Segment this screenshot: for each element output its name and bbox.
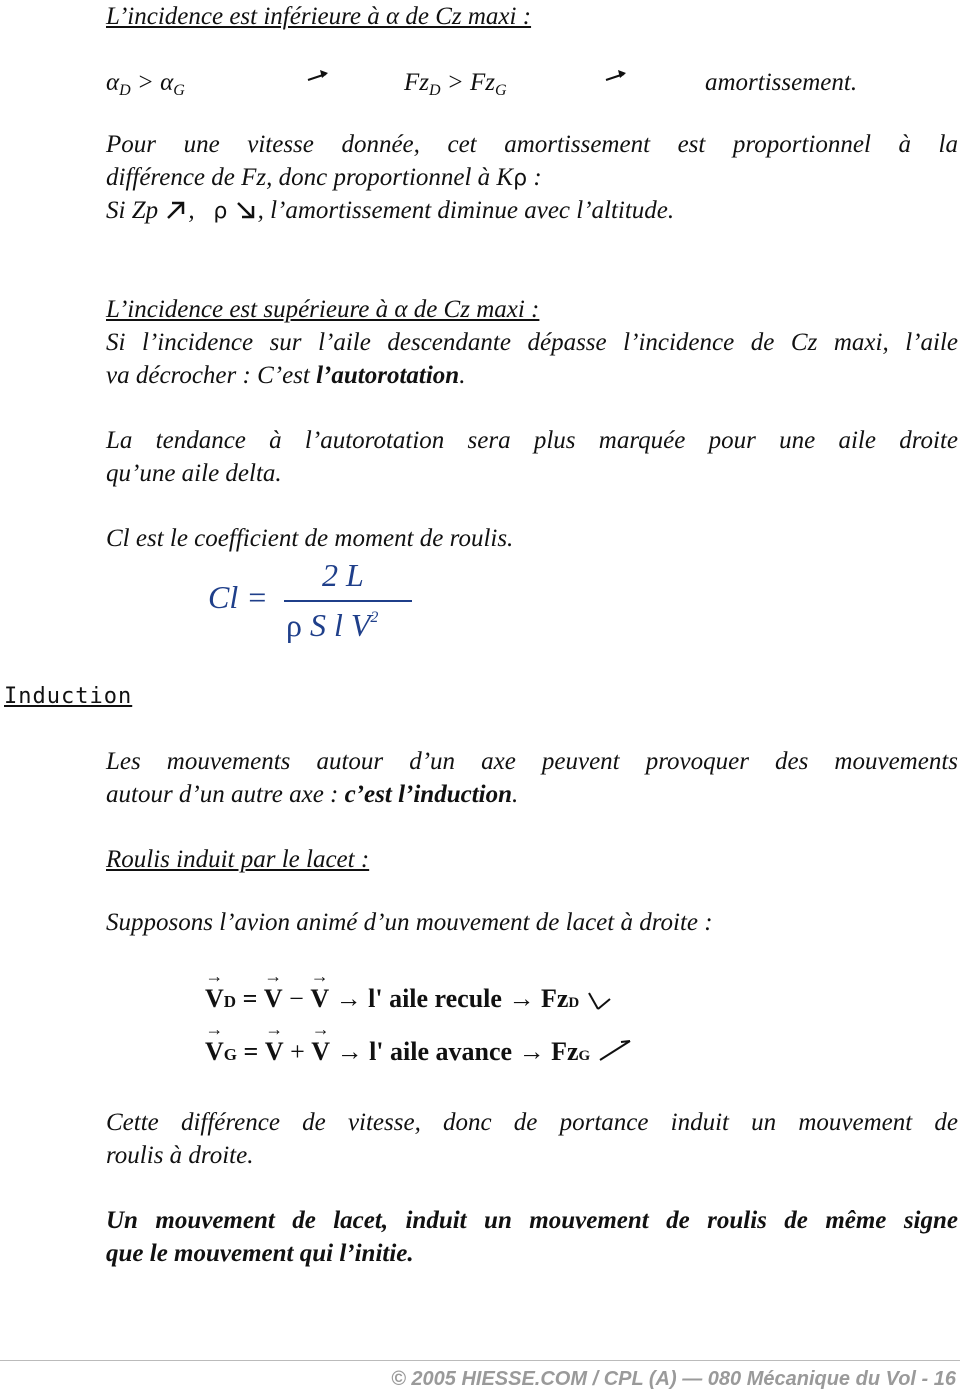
conclusion-line2: que le mouvement qui l’initie. bbox=[106, 1240, 414, 1267]
fz-g: Fz bbox=[469, 69, 495, 96]
relation-fz bbox=[404, 66, 507, 99]
sub-d: D bbox=[119, 82, 131, 99]
text: S l V bbox=[309, 607, 371, 643]
equation-text: l' aile avance bbox=[369, 1037, 513, 1066]
exponent: 2 bbox=[370, 609, 379, 626]
para-amortissement-line3 bbox=[106, 194, 958, 228]
vector-v: → V bbox=[311, 1035, 330, 1068]
vector-v: → V bbox=[310, 982, 329, 1015]
fz-sub: D bbox=[568, 995, 580, 1011]
arrow-right-icon: → bbox=[336, 1037, 363, 1066]
autorotation-bold: l’autorotation bbox=[316, 362, 460, 389]
arrow-right-icon bbox=[306, 62, 332, 95]
footer-rule bbox=[0, 1360, 960, 1361]
para-difference-line2: roulis à droite. bbox=[106, 1142, 254, 1169]
vector-v: → V bbox=[205, 1035, 224, 1068]
arrow-right-icon: → bbox=[518, 1037, 545, 1066]
heading-incidence-superieure: L’incidence est supérieure à α de Cz maxi : bbox=[106, 296, 540, 323]
gt-sign: > bbox=[136, 69, 154, 96]
footer-copyright: © 2005 HIESSE.COM / CPL (A) — 080 Mécanique du Vol - 16 bbox=[391, 1368, 956, 1390]
formula-numerator: 2 L bbox=[322, 557, 364, 593]
para-supposons: Supposons l’avion animé d’un mouvement de lacet à droite : bbox=[106, 909, 713, 936]
arrow-up-right-icon bbox=[597, 1038, 633, 1064]
fz-d: Fz bbox=[404, 69, 429, 96]
alpha-g: α bbox=[160, 69, 174, 96]
arrow-right-icon: → bbox=[508, 984, 535, 1013]
para-tendance-line1: La tendance à l’autorotation sera plus marquée pour une aile droite bbox=[106, 427, 958, 454]
text: . bbox=[511, 781, 519, 808]
heading-incidence-inferieure: L’incidence est inférieure à α de Cz maxi : bbox=[106, 3, 532, 30]
arrow-right-icon: → bbox=[335, 984, 362, 1013]
relation-result: amortissement. bbox=[705, 69, 858, 96]
fz-label: Fz bbox=[551, 1037, 579, 1066]
equation-text: l' aile recule bbox=[368, 984, 502, 1013]
arrow-down-right-icon bbox=[234, 196, 258, 216]
rho-symbol: ρ bbox=[513, 166, 528, 191]
relation-alpha bbox=[106, 66, 185, 99]
alpha-d: α bbox=[106, 69, 120, 96]
para-induction-line1: Les mouvements autour d’un axe peuvent provoquer des mouvements bbox=[106, 748, 958, 775]
equals-sign: = bbox=[242, 984, 258, 1013]
induction-bold: c’est l’induction bbox=[344, 781, 512, 808]
text: , bbox=[188, 197, 195, 224]
arrow-up-right-icon bbox=[164, 196, 188, 216]
equation-vg bbox=[205, 1035, 633, 1073]
para-autorotation-line1: Si l’incidence sur l’aile descendante dépasse l’incidence de Cz maxi, l’aile bbox=[106, 329, 958, 356]
fz-sub-d: D bbox=[429, 82, 441, 99]
vector-v: → V bbox=[264, 982, 283, 1015]
fz-sub-g: G bbox=[494, 82, 507, 99]
heading-roulis-induit: Roulis induit par le lacet : bbox=[106, 846, 370, 873]
para-amortissement-line2 bbox=[106, 161, 958, 195]
formula-lhs: Cl = bbox=[208, 579, 268, 615]
fz-label: Fz bbox=[540, 984, 569, 1013]
text: différence de Fz, donc proportionnel à K bbox=[106, 164, 514, 191]
equals-sign: = bbox=[243, 1037, 259, 1066]
rho-symbol: ρ bbox=[286, 607, 302, 643]
para-amortissement-line1: Pour une vitesse donnée, cet amortissement est proportionnel à la bbox=[106, 131, 958, 158]
arrow-right-icon bbox=[604, 62, 630, 95]
para-difference-line1: Cette différence de vitesse, donc de portance induit un mouvement de bbox=[106, 1109, 958, 1136]
text: : bbox=[527, 164, 542, 191]
arrow-down-right-icon bbox=[586, 988, 612, 1012]
gt-sign-2: > bbox=[446, 69, 464, 96]
para-autorotation-line2 bbox=[106, 359, 958, 392]
sub-d: D bbox=[223, 992, 237, 1011]
section-title-induction: Induction bbox=[4, 684, 133, 709]
vector-v: → V bbox=[205, 982, 224, 1015]
text: , l’amortissement diminue avec l’altitude. bbox=[257, 197, 675, 224]
text: Si Zp bbox=[106, 197, 159, 224]
formula-fraction-bar bbox=[284, 600, 412, 602]
sub-g: G bbox=[173, 82, 185, 99]
conclusion-line1: Un mouvement de lacet, induit un mouvement de roulis de même signe bbox=[106, 1207, 958, 1234]
text: . bbox=[459, 362, 466, 389]
formula-denominator bbox=[286, 608, 378, 642]
rho-symbol: ρ bbox=[213, 199, 228, 224]
para-tendance-line2: qu’une aile delta. bbox=[106, 460, 282, 487]
para-coefficient-roulis: Cl est le coefficient de moment de roulis. bbox=[106, 525, 514, 552]
sub-g: G bbox=[223, 1045, 238, 1064]
para-induction-line2 bbox=[106, 778, 958, 811]
text: va décrocher : C’est bbox=[106, 362, 317, 389]
plus-sign: + bbox=[290, 1037, 305, 1066]
minus-sign: − bbox=[289, 984, 304, 1013]
fz-sub: G bbox=[578, 1048, 591, 1064]
text: autour d’un autre axe : bbox=[106, 781, 345, 808]
vector-v: → V bbox=[265, 1035, 284, 1068]
